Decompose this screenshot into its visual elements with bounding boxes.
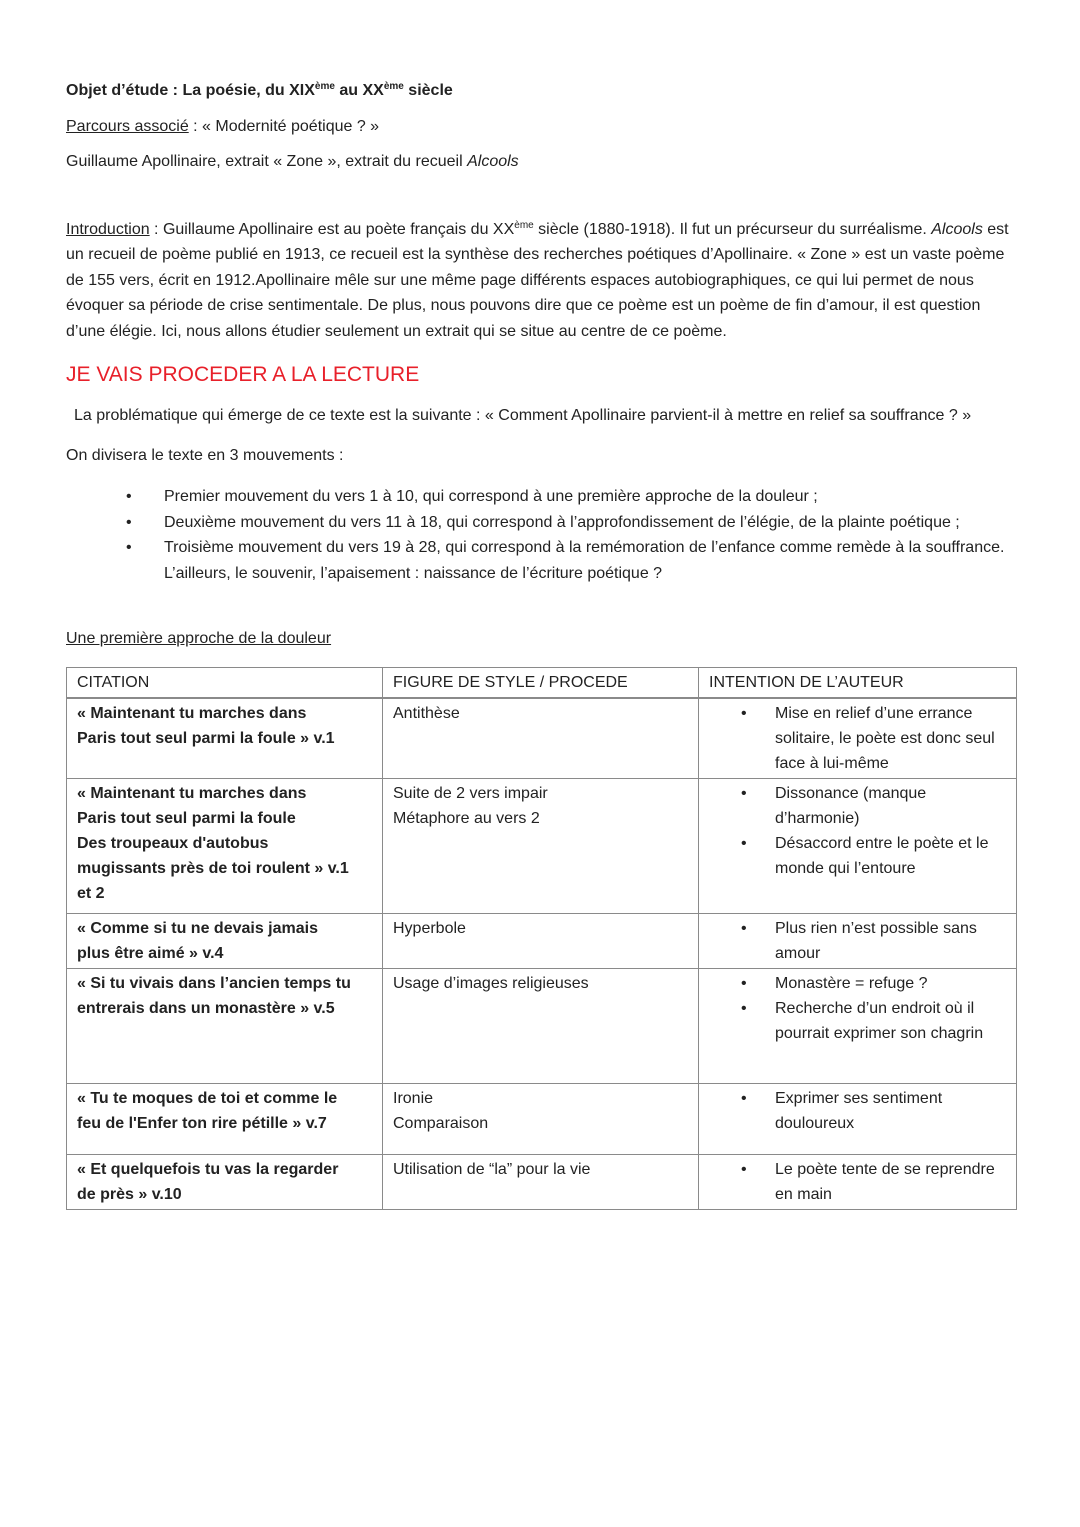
citation-line: et 2 — [77, 884, 105, 902]
introduction-label: Introduction — [66, 220, 150, 238]
study-object-line — [66, 78, 1016, 104]
figure-line: Suite de 2 vers impair — [393, 784, 548, 802]
citation-line: entrerais dans un monastère » v.5 — [77, 999, 335, 1017]
citation-line: « Maintenant tu marches dans — [77, 704, 307, 722]
section-title: Une première approche de la douleur — [66, 630, 332, 647]
list-item: • Recherche d’un endroit où il pourrait exprimer son chagrin — [709, 996, 1008, 1046]
subject-text: Objet d’étude : La poésie, du XIX — [66, 82, 315, 99]
table-row — [67, 913, 1017, 968]
list-item: • Deuxième mouvement du vers 11 à 18, qui correspond à l’approfondissement de l’élégie, de la plainte poétique ; — [66, 510, 1016, 536]
figure-line: Usage d’images religieuses — [393, 974, 589, 992]
citation-line: « Si tu vivais dans l’ancien temps tu — [77, 974, 351, 992]
list-item: • Exprimer ses sentiment douloureux — [709, 1086, 1008, 1136]
table-row — [67, 1083, 1017, 1154]
figure-cell — [383, 1083, 699, 1154]
citation-line: Des troupeaux d'autobus — [77, 834, 269, 852]
column-header-intention: INTENTION DE L’AUTEUR — [699, 667, 1017, 698]
figure-line: Ironie — [393, 1089, 434, 1107]
intention-cell — [699, 1154, 1017, 1209]
citation-line: « Tu te moques de toi et comme le — [77, 1089, 338, 1107]
citation-cell — [67, 1154, 383, 1209]
collection-title: Alcools — [467, 153, 519, 170]
citation-line: plus être aimé » v.4 — [77, 944, 224, 962]
document-page — [66, 78, 1016, 1210]
citation-cell — [67, 698, 383, 779]
figure-cell — [383, 913, 699, 968]
intention-cell — [699, 968, 1017, 1083]
intention-cell — [699, 913, 1017, 968]
subject-text: siècle — [403, 82, 453, 99]
list-item: • Monastère = refuge ? — [709, 971, 1008, 996]
figure-line: Hyperbole — [393, 919, 466, 937]
figure-cell — [383, 1154, 699, 1209]
figure-cell — [383, 698, 699, 779]
citation-line: « Et quelquefois tu vas la regarder — [77, 1160, 339, 1178]
superscript: ème — [514, 219, 534, 231]
figure-cell — [383, 968, 699, 1083]
figure-line: Comparaison — [393, 1114, 489, 1132]
citation-line: « Comme si tu ne devais jamais — [77, 919, 318, 937]
intention-cell — [699, 698, 1017, 779]
table-row — [67, 1154, 1017, 1209]
list-item: • Désaccord entre le poète et le monde qui l’entoure — [709, 831, 1008, 881]
intro-text: est un recueil de poème publié en 1913, ce recueil est la synthèse des recherches poétiques d’Apollinaire. « Zone » est un vaste poème de 155 vers, écrit en 1912.Apollinaire mêle sur une même page différents espaces autobiographiques, ce qui lui permet de nous évoquer sa période de crise sentimentale. De plus, nous pouvons dire que ce poème est un poème de fin d’amour, il est question d’une élégie. Ici, nous allons étudier seulement un extrait qui se situe au centre de ce poème. — [66, 220, 1009, 340]
citation-cell — [67, 913, 383, 968]
citation-line: de près » v.10 — [77, 1185, 182, 1203]
superscript: ème — [314, 81, 335, 92]
parcours-line — [66, 114, 1016, 140]
figure-line: Utilisation de “la” pour la vie — [393, 1160, 591, 1178]
column-header-citation: CITATION — [67, 667, 383, 698]
table-row — [67, 698, 1017, 779]
list-item: • Troisième mouvement du vers 19 à 28, qui correspond à la remémoration de l’enfance comme remède à la souffrance. L’ailleurs, le souvenir, l’apaisement : naissance de l’écriture poétique ? — [66, 535, 1016, 586]
intro-text: : Guillaume Apollinaire est au poète français du XX — [149, 220, 515, 238]
column-header-figure: FIGURE DE STYLE / PROCEDE — [383, 667, 699, 698]
superscript: ème — [383, 81, 404, 92]
intention-cell — [699, 1083, 1017, 1154]
table-row — [67, 778, 1017, 913]
citation-cell — [67, 1083, 383, 1154]
list-item: • Le poète tente de se reprendre en main — [709, 1157, 1008, 1207]
problematique-paragraph: La problématique qui émerge de ce texte est la suivante : « Comment Apollinaire parvient-il à mettre en relief sa souffrance ? » — [74, 407, 972, 424]
subject-text: au XX — [334, 82, 384, 99]
parcours-value: : « Modernité poétique ? » — [188, 117, 380, 135]
lecture-heading: JE VAIS PROCEDER A LA LECTURE — [66, 363, 420, 386]
table-row — [67, 968, 1017, 1083]
list-item: • Plus rien n’est possible sans amour — [709, 916, 1008, 966]
citation-cell — [67, 778, 383, 913]
figure-line: Antithèse — [393, 704, 460, 722]
movements-list — [66, 484, 1016, 586]
citation-line: « Maintenant tu marches dans — [77, 784, 307, 802]
citation-cell — [67, 968, 383, 1083]
analysis-table — [66, 667, 1017, 1210]
citation-line: Paris tout seul parmi la foule — [77, 809, 296, 827]
list-item: • Dissonance (manque d’harmonie) — [709, 781, 1008, 831]
list-item: • Mise en relief d’une errance solitaire, le poète est donc seul face à lui-même — [709, 701, 1008, 776]
figure-cell — [383, 778, 699, 913]
introduction-paragraph — [66, 217, 1016, 345]
figure-line: Métaphore au vers 2 — [393, 809, 540, 827]
source-line — [66, 149, 1016, 175]
citation-line: feu de l'Enfer ton rire pétille » v.7 — [77, 1114, 327, 1132]
citation-line: Paris tout seul parmi la foule » v.1 — [77, 729, 335, 747]
parcours-label: Parcours associé — [66, 117, 189, 135]
table-header-row — [67, 667, 1017, 698]
division-intro: On divisera le texte en 3 mouvements : — [66, 446, 344, 464]
source-text: Guillaume Apollinaire, extrait « Zone », extrait du recueil — [66, 153, 468, 170]
intro-text: siècle (1880-1918). Il fut un précurseur du surréalisme. — [533, 220, 932, 238]
collection-title: Alcools — [931, 220, 983, 238]
intention-cell — [699, 778, 1017, 913]
list-item: • Premier mouvement du vers 1 à 10, qui correspond à une première approche de la douleur ; — [66, 484, 1016, 510]
citation-line: mugissants près de toi roulent » v.1 — [77, 859, 349, 877]
